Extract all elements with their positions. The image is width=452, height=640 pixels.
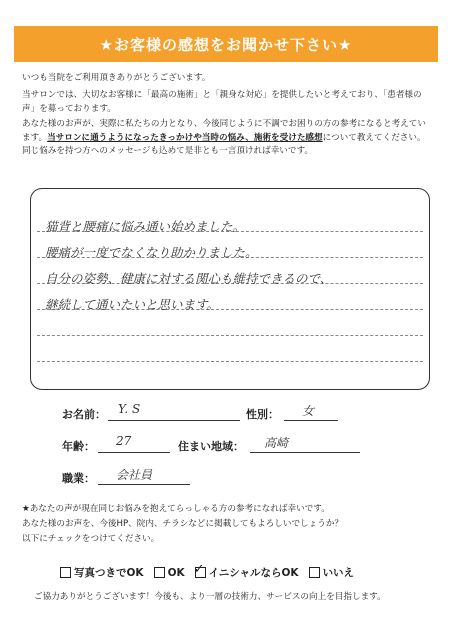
intro-purpose: 当サロンでは、大切なお客様に「最高の施術」と「親身な対応」を提供したいと考えており、「患者様の声」を募っております。 [22,90,422,114]
permission-line-1: ★あなたの声が現在同じお悩みを抱えてらっしゃる方の参考になれば幸いです。 [22,504,330,514]
ruled-line [37,335,423,336]
job-underline [98,484,190,485]
permission-note [22,502,432,547]
age-value[interactable]: 27 [116,434,132,448]
option-label: いいえ [322,567,355,579]
area-underline [250,452,360,453]
option-initials-ok[interactable] [193,562,299,580]
checkbox[interactable] [60,567,71,578]
form-title-banner [14,26,438,62]
intro-request-rest: について教えてください。同じ悩みを持つ方へのメッセージも込めて是非とも一言頂ければ幸いです。 [22,132,426,156]
option-no[interactable] [309,565,355,580]
option-ok[interactable] [154,565,185,580]
age-label: 年齢： [62,440,95,453]
permission-line-2: あなた様のお声を、今後HP、院内、チラシなどに掲載してもよろしいでしょうか？ [22,519,344,529]
option-label: イニシャルならOK [208,567,299,579]
area-label: 住まい地域： [178,440,244,453]
form-title: ★お客様の感想をお聞かせ下さい★ [99,35,353,54]
ruled-line [37,361,423,362]
option-label: 写真つきでOK [74,567,144,579]
intro-request [22,118,432,159]
feedback-line: 継続して通いたいと思います。 [45,297,220,312]
intro-greeting: いつも当院をご利用頂きありがとうございます。 [22,73,211,83]
intro-request-text: あなた様のお声が、実際に私たちの力となり、今後同じように不調でお困りの方の参考になると考えています。 [22,119,426,143]
job-label: 職業： [62,472,95,485]
feedback-box [30,188,430,390]
permission-options [60,562,355,580]
gender-label: 性別： [246,408,279,421]
check-icon: ✓ [193,562,205,577]
feedback-line: 猫背と腰痛に悩み通い始めました。 [45,219,246,234]
age-underline [98,452,170,453]
name-value[interactable]: Y. S [118,402,141,416]
checkbox[interactable] [309,567,320,578]
gender-value[interactable]: 女 [302,404,315,418]
option-photo-ok[interactable] [60,565,144,580]
permission-line-3: 以下にチェックをつけてください。 [22,534,160,544]
feedback-line: 自分の姿勢、健康に対する関心も維持できるので、 [45,271,333,286]
gender-underline [284,420,338,421]
name-underline [108,420,240,421]
job-value[interactable]: 会社員 [116,468,153,482]
feedback-line: 腰痛が一度でなくなり助かりました。 [45,245,258,260]
option-label: OK [167,566,185,579]
area-value[interactable]: 高崎 [264,436,289,450]
intro-request-highlight: 当サロンに通うようになったきっかけや当時の悩み、施術を受けた感想 [47,132,323,143]
thanks-message: ご協力ありがとうございます！今後も、より一層の技術力、サービスの向上を目指します。 [34,592,386,602]
checkbox[interactable] [154,567,165,578]
checkbox-checked[interactable] [193,562,206,578]
name-label: お名前： [62,408,106,421]
